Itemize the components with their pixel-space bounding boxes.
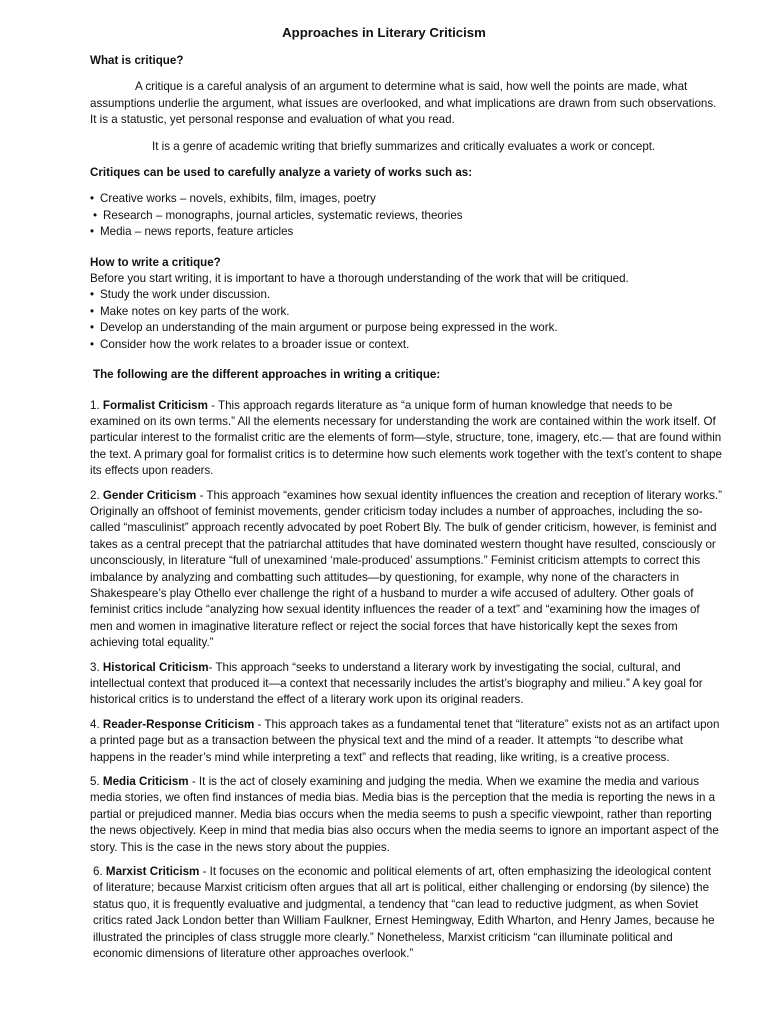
list-item (90, 320, 722, 336)
approach-name: Marxist Criticism (105, 865, 200, 879)
approach-text: - This approach “seeks to understand a literary work by investigating the social, cultural, and intellectual context that produced it—a context that necessarily includes the artist’s biography and milieu.” A key goal for historical critics is to understand the effect of a literary work upon its original readers. (90, 660, 703, 707)
list-item (90, 304, 722, 320)
approach-text: - It is the act of closely examining and judging the media. When we examine the media and various media stories, we often find instances of media bias. Media bias is the perception that the media is reporting the news in a partial or prejudiced manner. Media bias occurs when the media seems to push a specific viewpoint, rather than reporting the news objectively. Keep in mind that media bias also occurs when the media seems to ignore an important aspect of the story. This is the case in the news story about the puppies. (90, 775, 719, 854)
bullet-icon: • (90, 288, 95, 302)
approach-name: Reader-Response Criticism (102, 717, 255, 731)
approach-name: Historical Criticism (102, 660, 209, 674)
bullet-icon: • (90, 225, 95, 239)
list-item-text: Research – monographs, journal articles, systematic reviews, theories (103, 208, 463, 222)
critique-definition-paragraph: A critique is a careful analysis of an argument to determine what is said, how well the points are made, what assumptions underlie the argument, what issues are overlooked, and what implications are drawn from such observations. It is a statustic, yet personal response and evaluation of what you read. (90, 80, 717, 127)
approach-name: Media Criticism (102, 775, 189, 789)
approach-name: Formalist Criticism (102, 398, 208, 412)
list-item-text: Develop an understanding of the main argument or purpose being expressed in the work. (100, 321, 558, 335)
approach-number: 4. (90, 717, 100, 731)
approach-marxist (90, 864, 722, 962)
list-item-text: Consider how the work relates to a broader issue or context. (100, 337, 410, 351)
how-to-write-heading: How to write a critique? (90, 255, 221, 269)
list-item-text: Study the work under discussion. (100, 288, 271, 302)
approach-text: - This approach “examines how sexual identity influences the creation and reception of literary works.” Originally an offshoot of feminist movements, gender criticism today includes a number of approaches, including the so-called “masculinist” approach recently advocated by poet Robert Bly. The bulk of gender criticism, however, is feminist and takes as a central precept that the patriarchal attitudes that have dominated western thought have resulted, consciously or unconsciously, in literature “full of unexamined ‘male-produced’ assumptions.” Feminist criticism attempts to correct this imbalance by analyzing and combatting such attitudes—by questioning, for example, why none of the characters in Shakespeare’s play Othello ever challenge the right of a husband to murder a wife accused of adultery. Other goals of feminist critics include “analyzing how sexual identity influences the reader of a text” and “examining how the images of men and women in imaginative literature reflect or reject the social forces that have historically kept the sexes from achieving total equality.” (90, 488, 722, 650)
bullet-icon: • (93, 208, 98, 222)
approach-gender (90, 488, 722, 652)
list-item-text: Creative works – novels, exhibits, film, images, poetry (100, 192, 376, 206)
steps-list (90, 287, 722, 353)
approach-media (90, 774, 722, 856)
approach-text: - It focuses on the economic and political elements of art, often emphasizing the ideological content of literature; because Marxist criticism often argues that all art is political, either challenging or endorsing (by silence) the status quo, it is frequently evaluative and judgmental, a tendency that “can lead to reductive judgment, as when Soviet critics rated Jack London better than William Faulkner, Ernest Hemingway, Edith Wharton, and Henry James, because he illustrated the principles of class struggle more clearly.” Nonetheless, Marxist criticism “can illuminate political and economic dimensions of literature other approaches overlook.” (93, 865, 715, 961)
works-list (90, 191, 722, 240)
document-title: Approaches in Literary Criticism (282, 25, 486, 40)
list-item (90, 337, 722, 353)
approach-text: - This approach regards literature as “a unique form of human knowledge that needs to be examined on its own terms.” All the elements necessary for understanding the work are contained within the work itself. Of particular interest to the formalist critic are the elements of form—style, structure, tone, imagery, etc.— that are found within the text. A primary goal for formalist critics is to determine how such elements work together with the text’s content to shape its effects upon readers. (90, 398, 722, 478)
bullet-icon: • (90, 321, 95, 335)
approach-reader-response (90, 717, 722, 766)
critique-genre-paragraph: It is a genre of academic writing that briefly summarizes and critically evaluates a work or concept. (152, 139, 656, 153)
list-item (90, 208, 722, 224)
bullet-icon: • (90, 304, 95, 318)
approach-number: 1. (90, 398, 100, 412)
approach-formalist (90, 398, 722, 480)
list-item-text: Make notes on key parts of the work. (100, 304, 290, 318)
bullet-icon: • (90, 192, 95, 206)
approach-historical (90, 660, 722, 709)
list-item (90, 191, 722, 207)
approach-number: 5. (90, 775, 100, 789)
approach-number: 3. (90, 660, 100, 674)
critique-uses-heading: Critiques can be used to carefully analyze a variety of works such as: (90, 166, 473, 180)
approach-name: Gender Criticism (102, 488, 197, 502)
list-item-text: Media – news reports, feature articles (100, 225, 294, 239)
list-item (90, 224, 722, 240)
how-to-intro: Before you start writing, it is important to have a thorough understanding of the work that will be critiqued. (90, 272, 629, 286)
what-is-critique-heading: What is critique? (90, 54, 184, 67)
list-item (90, 287, 722, 303)
bullet-icon: • (90, 337, 95, 351)
approach-number: 6. (93, 865, 103, 879)
approaches-heading: The following are the different approaches in writing a critique: (93, 368, 441, 382)
approach-number: 2. (90, 488, 100, 502)
approach-text: - This approach takes as a fundamental tenet that “literature” exists not as an artifact upon a printed page but as a transaction between the physical text and the mind of a reader. It attempts “to describe what happens in the reader’s mind while interpreting a text” and reflects that reading, like writing, is a creative process. (90, 717, 720, 764)
document-body (90, 53, 722, 963)
